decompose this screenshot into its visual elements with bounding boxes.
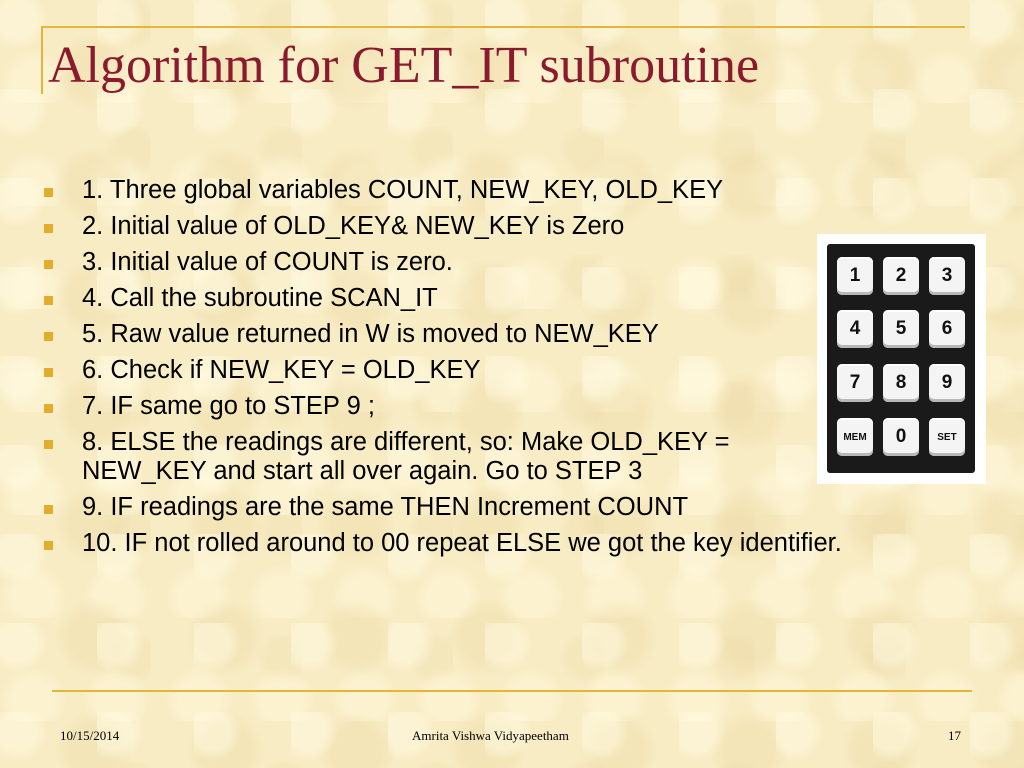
bullet-square-icon <box>44 404 53 413</box>
footer-organization: Amrita Vishwa Vidyapeetham <box>412 728 569 743</box>
keypad-key-3: 3 <box>929 257 965 295</box>
bullet-square-icon <box>44 505 53 514</box>
bullet-text: 7. IF same go to STEP 9 ; <box>82 392 375 420</box>
bullet-item <box>42 493 842 522</box>
title-top-rule <box>41 26 965 28</box>
bullet-square-icon <box>44 541 53 550</box>
footer-page-number: 17 <box>948 728 961 743</box>
bullet-square-icon <box>44 296 53 305</box>
bullet-text: 1. Three global variables COUNT, NEW_KEY, OLD_KEY <box>82 176 724 204</box>
bullet-square-icon <box>44 188 53 197</box>
keypad-key-7: 7 <box>837 364 873 402</box>
bullet-square-icon <box>44 260 53 269</box>
bullet-square-icon <box>44 332 53 341</box>
keypad-key-6: 6 <box>929 310 965 348</box>
bullet-item <box>42 284 842 313</box>
keypad-key-1: 1 <box>837 257 873 295</box>
bullet-text: 5. Raw value returned in W is moved to NEW_KEY <box>82 320 659 348</box>
footer-date: 10/15/2014 <box>60 728 120 743</box>
keypad-key-9: 9 <box>929 364 965 402</box>
bullet-item <box>42 392 842 421</box>
keypad-key-set: SET <box>929 418 965 456</box>
bullet-text: 2. Initial value of OLD_KEY& NEW_KEY is Zero <box>82 212 625 240</box>
bullet-item <box>42 176 842 205</box>
bullet-text: 10. IF not rolled around to 00 repeat ELSE we got the key identifier. <box>82 529 842 557</box>
bullet-item <box>42 248 842 277</box>
footer-rule <box>52 690 972 692</box>
bullet-square-icon <box>44 224 53 233</box>
bullet-item <box>42 529 842 558</box>
bullet-text: 8. ELSE the readings are different, so: Make OLD_KEY = NEW_KEY and start all over again. Go to STEP 3 <box>82 428 730 485</box>
keypad-key-8: 8 <box>883 364 919 402</box>
keypad-key-5: 5 <box>883 310 919 348</box>
bullet-item <box>42 428 842 486</box>
bullet-item <box>42 356 842 385</box>
keypad-image <box>827 244 975 473</box>
bullet-text: 4. Call the subroutine SCAN_IT <box>82 284 438 312</box>
bullet-list <box>42 176 842 565</box>
slide-title: Algorithm for GET_IT subroutine <box>48 37 760 94</box>
bullet-square-icon <box>44 440 53 449</box>
bullet-item <box>42 212 842 241</box>
keypad-key-2: 2 <box>883 257 919 295</box>
bullet-square-icon <box>44 368 53 377</box>
title-left-rule <box>41 26 43 94</box>
bullet-text: 6. Check if NEW_KEY = OLD_KEY <box>82 356 481 384</box>
keypad-key-mem: MEM <box>837 418 873 456</box>
bullet-text: 9. IF readings are the same THEN Increment COUNT <box>82 493 689 521</box>
keypad-key-0: 0 <box>883 418 919 456</box>
bullet-item <box>42 320 842 349</box>
keypad-key-4: 4 <box>837 310 873 348</box>
bullet-text: 3. Initial value of COUNT is zero. <box>82 248 453 276</box>
